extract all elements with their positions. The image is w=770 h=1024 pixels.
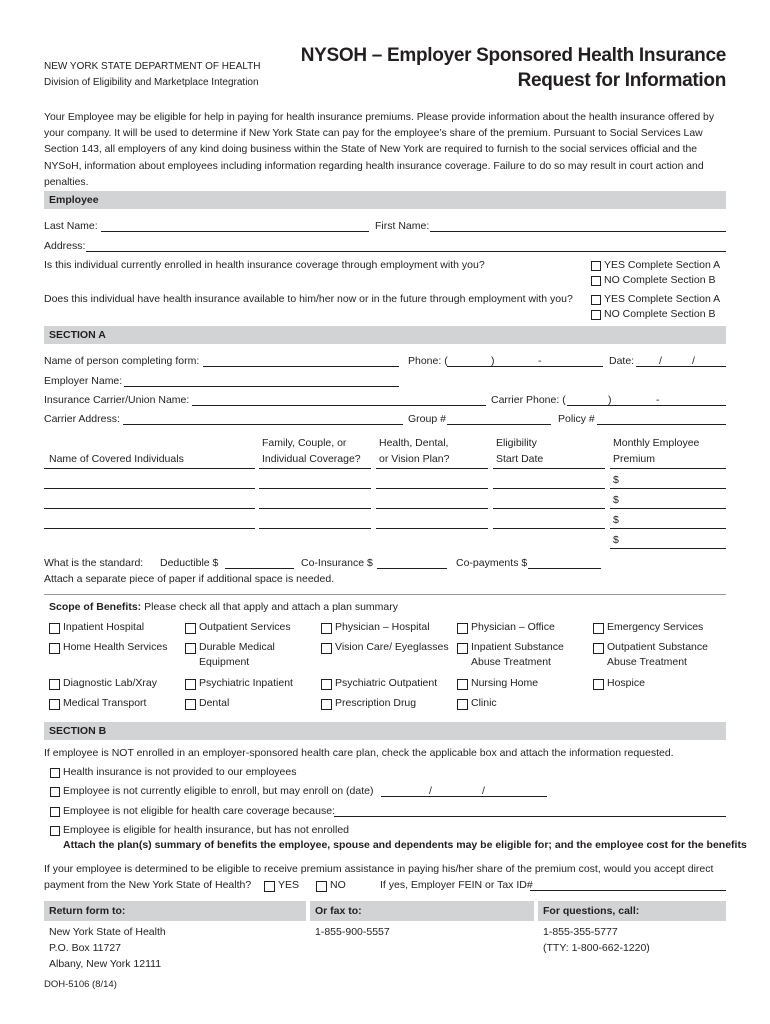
benefit-checkbox[interactable] xyxy=(49,643,60,654)
col-health-header-1: Health, Dental, xyxy=(379,437,449,449)
benefit-checkbox[interactable] xyxy=(593,679,604,690)
enroll-date-field[interactable] xyxy=(381,796,547,797)
table-cell[interactable] xyxy=(610,548,726,549)
return-address-1: New York State of Health xyxy=(49,926,166,938)
premium-dollar: $ xyxy=(613,534,619,546)
benefit-label-cont: Equipment xyxy=(199,656,250,668)
b-option-label: Employee is not eligible for health care coverage because: xyxy=(63,805,335,817)
table-cell[interactable] xyxy=(376,508,488,509)
b-option-checkbox[interactable] xyxy=(50,787,60,797)
benefit-label: Psychiatric Inpatient xyxy=(199,677,293,689)
table-cell[interactable] xyxy=(376,488,488,489)
benefit-label: Inpatient Hospital xyxy=(63,621,145,633)
phone-field[interactable] xyxy=(447,366,603,367)
return-address-3: Albany, New York 12111 xyxy=(49,958,162,970)
deductible-field[interactable] xyxy=(225,568,294,569)
enroll-date-slash-1: / xyxy=(429,785,432,797)
person-field[interactable] xyxy=(203,366,399,367)
benefit-label-cont: Abuse Treatment xyxy=(471,656,551,668)
scope-heading: Scope of Benefits: Please check all that apply and attach a plan summary xyxy=(49,601,399,613)
table-cell[interactable] xyxy=(493,508,605,509)
phone-paren: ) xyxy=(491,355,495,367)
benefit-label: Prescription Drug xyxy=(335,697,417,709)
benefit-label: Outpatient Substance xyxy=(607,641,708,653)
benefit-checkbox[interactable] xyxy=(593,643,604,654)
carrier-phone-label: Carrier Phone: ( xyxy=(491,394,566,406)
carrier-address-field[interactable] xyxy=(123,424,403,425)
benefit-checkbox[interactable] xyxy=(321,679,332,690)
benefit-label: Emergency Services xyxy=(607,621,704,633)
fax-number: 1-855-900-5557 xyxy=(315,926,390,938)
benefit-checkbox[interactable] xyxy=(321,699,332,710)
premium-dollar: $ xyxy=(613,494,619,506)
benefit-checkbox[interactable] xyxy=(49,699,60,710)
copayments-field[interactable] xyxy=(528,568,601,569)
form-id: DOH-5106 (8/14) xyxy=(44,979,117,990)
q1-yes-label: YES Complete Section A xyxy=(604,259,721,271)
benefit-checkbox[interactable] xyxy=(49,623,60,634)
available-question: Does this individual have health insurance available to him/her now or in the future through employment with you? xyxy=(44,293,573,305)
premium-dollar: $ xyxy=(613,474,619,486)
col-family-header-2: Individual Coverage? xyxy=(262,453,361,465)
coinsurance-label: Co-Insurance $ xyxy=(301,557,373,569)
benefit-checkbox[interactable] xyxy=(185,623,196,634)
col-elig-header-2: Start Date xyxy=(496,453,544,465)
first-name-field[interactable] xyxy=(430,231,726,232)
section-b-intro: If employee is NOT enrolled in an employer-sponsored health care plan, check the applicable box and attach the information requested. xyxy=(44,747,674,759)
attach-note: Attach a separate piece of paper if additional space is needed. xyxy=(44,573,335,585)
enroll-date-slash-2: / xyxy=(482,785,485,797)
direct-yes-label: YES xyxy=(278,879,300,891)
benefit-checkbox[interactable] xyxy=(185,679,196,690)
carrier-label: Insurance Carrier/Union Name: xyxy=(44,394,190,406)
benefit-label: Hospice xyxy=(607,677,645,689)
employee-section-header: Employee xyxy=(44,191,726,209)
policy-label: Policy # xyxy=(558,413,595,425)
table-cell[interactable] xyxy=(259,528,371,529)
phone-label: Phone: ( xyxy=(408,355,448,367)
phone-dash: - xyxy=(538,355,542,367)
table-header-rule xyxy=(493,468,605,469)
q1-no-label: NO Complete Section B xyxy=(604,274,716,286)
table-header-rule xyxy=(610,468,726,469)
q2-yes-label: YES Complete Section A xyxy=(604,293,721,305)
benefit-checkbox[interactable] xyxy=(321,623,332,634)
benefit-label: Physician – Office xyxy=(471,621,555,633)
benefit-checkbox[interactable] xyxy=(185,643,196,654)
table-cell[interactable] xyxy=(493,488,605,489)
deductible-label: Deductible $ xyxy=(160,557,219,569)
coinsurance-field[interactable] xyxy=(377,568,447,569)
section-b-header: SECTION B xyxy=(44,722,726,740)
q1-yes-checkbox[interactable] xyxy=(591,261,601,271)
benefit-checkbox[interactable] xyxy=(457,623,468,634)
group-field[interactable] xyxy=(447,424,551,425)
benefit-label: Physician – Hospital xyxy=(335,621,430,633)
benefit-label: Clinic xyxy=(471,697,497,709)
col-prem-header-2: Premium xyxy=(613,453,656,465)
phone-number: 1-855-355-5777 xyxy=(543,926,618,938)
benefit-label: Durable Medical xyxy=(199,641,275,653)
last-name-label: Last Name: xyxy=(44,220,98,232)
table-header-rule xyxy=(44,468,255,469)
carrier-field[interactable] xyxy=(192,405,486,406)
tty-number: (TTY: 1-800-662-1220) xyxy=(543,942,650,954)
q1-no-checkbox[interactable] xyxy=(591,276,601,286)
return-address-2: P.O. Box 11727 xyxy=(49,942,121,954)
benefit-label: Outpatient Services xyxy=(199,621,291,633)
q2-yes-checkbox[interactable] xyxy=(591,295,601,305)
table-cell[interactable] xyxy=(259,488,371,489)
carrier-phone-paren: ) xyxy=(608,394,612,406)
page-title: NYSOH – Employer Sponsored Health Insurance xyxy=(300,45,726,66)
last-name-field[interactable] xyxy=(101,231,369,232)
dept-name: NEW YORK STATE DEPARTMENT OF HEALTH xyxy=(44,61,261,72)
benefit-checkbox[interactable] xyxy=(593,623,604,634)
direct-payment-question-cont: payment from the New York State of Health? xyxy=(44,879,252,891)
page-subtitle: Request for Information xyxy=(517,70,726,91)
division-name: Division of Eligibility and Marketplace Integration xyxy=(44,77,259,88)
fax-label: Or fax to: xyxy=(315,905,362,917)
benefit-label: Nursing Home xyxy=(471,677,539,689)
table-cell[interactable] xyxy=(610,528,726,529)
col-prem-header-1: Monthly Employee xyxy=(613,437,700,449)
enrolled-question: Is this individual currently enrolled in health insurance coverage through employment with you? xyxy=(44,259,485,271)
benefit-label: Psychiatric Outpatient xyxy=(335,677,438,689)
premium-dollar: $ xyxy=(613,514,619,526)
group-label: Group # xyxy=(408,413,446,425)
col-health-header-2: or Vision Plan? xyxy=(379,453,450,465)
date-slash-2: / xyxy=(692,355,695,367)
employer-field[interactable] xyxy=(124,386,399,387)
q2-no-checkbox[interactable] xyxy=(591,310,601,320)
col-family-header-1: Family, Couple, or xyxy=(262,437,347,449)
copayments-label: Co-payments $ xyxy=(456,557,528,569)
table-header-rule xyxy=(376,468,488,469)
table-cell[interactable] xyxy=(44,488,255,489)
benefit-checkbox[interactable] xyxy=(49,679,60,690)
direct-no-checkbox[interactable] xyxy=(316,881,327,892)
benefit-label: Inpatient Substance xyxy=(471,641,564,653)
carrier-phone-dash: - xyxy=(656,394,660,406)
carrier-phone-field[interactable] xyxy=(567,405,726,406)
b-option-label: Employee is not currently eligible to enroll, but may enroll on (date) xyxy=(63,785,374,797)
table-cell[interactable] xyxy=(44,528,255,529)
direct-yes-checkbox[interactable] xyxy=(264,881,275,892)
address-field[interactable] xyxy=(86,251,726,252)
direct-no-label: NO xyxy=(330,879,346,891)
return-label: Return form to: xyxy=(49,905,126,917)
fein-label: If yes, Employer FEIN or Tax ID# xyxy=(380,879,533,891)
benefit-label: Home Health Services xyxy=(63,641,168,653)
benefit-checkbox[interactable] xyxy=(185,699,196,710)
table-cell[interactable] xyxy=(610,508,726,509)
b-option-label: Employee is eligible for health insurance, but has not enrolled xyxy=(63,824,350,836)
col-names-header: Name of Covered Individuals xyxy=(49,453,184,465)
not-eligible-reason-field[interactable] xyxy=(334,816,726,817)
policy-field[interactable] xyxy=(597,424,726,425)
benefit-label: Diagnostic Lab/Xray xyxy=(63,677,157,689)
questions-label: For questions, call: xyxy=(543,905,640,917)
standard-label: What is the standard: xyxy=(44,557,144,569)
table-cell[interactable] xyxy=(610,488,726,489)
intro-paragraph: Your Employee may be eligible for help in paying for health insurance premiums. Please provide information about the health insurance offered by your company. It will be used to determine if New York State can pay for the employee’s share of the premium. Pursuant to Social Services Law Section 143, all employers of any kind doing business within the State of New York are required to furnish to the social services official and the NYSoH, information about employees including information regarding health insurance coverage. Failure to do so may result in court action and penalties. xyxy=(44,112,715,188)
date-field[interactable] xyxy=(636,366,726,367)
benefit-label: Vision Care/ Eyeglasses xyxy=(335,641,449,653)
table-header-rule xyxy=(259,468,371,469)
divider xyxy=(44,594,726,595)
employer-label: Employer Name: xyxy=(44,375,123,387)
fein-field[interactable] xyxy=(530,890,726,891)
person-label: Name of person completing form: xyxy=(44,355,200,367)
b-option-checkbox[interactable] xyxy=(50,768,60,778)
q2-no-label: NO Complete Section B xyxy=(604,308,716,320)
direct-payment-question: If your employee is determined to be eligible to receive premium assistance in paying his/her share of the premium cost, would you accept direct xyxy=(44,863,714,875)
benefit-checkbox[interactable] xyxy=(457,699,468,710)
b-option-checkbox[interactable] xyxy=(50,807,60,817)
table-cell[interactable] xyxy=(376,528,488,529)
table-cell[interactable] xyxy=(259,508,371,509)
b-option-checkbox[interactable] xyxy=(50,826,60,836)
table-cell[interactable] xyxy=(44,508,255,509)
benefit-checkbox[interactable] xyxy=(457,679,468,690)
date-label: Date: xyxy=(609,355,635,367)
b-option-label: Health insurance is not provided to our employees xyxy=(63,766,297,778)
section-a-header: SECTION A xyxy=(44,326,726,344)
benefit-checkbox[interactable] xyxy=(457,643,468,654)
address-label: Address: xyxy=(44,240,86,252)
col-elig-header-1: Eligibility xyxy=(496,437,537,449)
table-cell[interactable] xyxy=(493,528,605,529)
date-slash-1: / xyxy=(659,355,662,367)
benefit-label-cont: Abuse Treatment xyxy=(607,656,687,668)
first-name-label: First Name: xyxy=(375,220,430,232)
benefit-label: Dental xyxy=(199,697,230,709)
benefit-label: Medical Transport xyxy=(63,697,147,709)
carrier-address-label: Carrier Address: xyxy=(44,413,120,425)
benefit-checkbox[interactable] xyxy=(321,643,332,654)
b-option-note: Attach the plan(s) summary of benefits the employee, spouse and dependents may be eligible for; and the employee cost for the benefits xyxy=(63,839,747,851)
